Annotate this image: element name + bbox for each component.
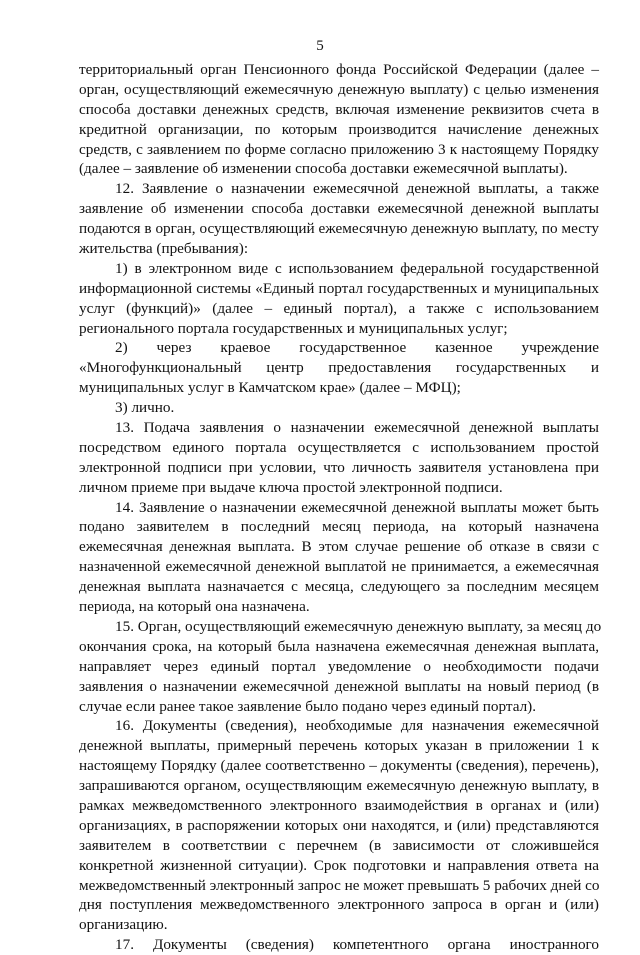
text-line: дня поступления межведомственного электронного запроса в орган и (или)	[79, 896, 599, 914]
text-line: 15. Орган, осуществляющий ежемесячную денежную выплату, за месяц до	[115, 617, 602, 635]
text-line: настоящему Порядку (далее соответственно – документы (сведения), перечень),	[79, 757, 599, 775]
text-line: случае если ранее такое заявление было подано через единый портал).	[79, 697, 536, 715]
text-line: рамках межведомственного электронного взаимодействия в органах и (или)	[79, 796, 599, 814]
text-line: посредством единого портала осуществляется с использованием простой	[79, 438, 599, 456]
text-line: 3) лично.	[115, 399, 175, 417]
text-line: подано заявителем в последний месяц периода, на который назначена	[79, 518, 599, 536]
text-line: 12. Заявление о назначении ежемесячной денежной выплаты, а также	[115, 180, 599, 198]
page-number: 5	[316, 38, 324, 54]
text-line: услуг (функций)» (далее – единый портал), а также с использованием	[79, 299, 599, 317]
text-line: периода, на который она назначена.	[79, 598, 310, 616]
text-line: «Многофункциональный центр предоставления государственных и	[79, 359, 599, 377]
text-line: информационной системы «Единый портал государственных и муниципальных	[79, 279, 599, 297]
text-line: муниципальных услуг в Камчатском крае» (далее – МФЦ);	[79, 379, 461, 397]
text-line: регионального портала государственных и муниципальных услуг;	[79, 319, 508, 337]
text-line: денежная выплата назначается с месяца, следующего за последним месяцем	[79, 578, 599, 596]
text-line: (далее – заявление об изменении способа доставки ежемесячной выплаты).	[79, 160, 568, 178]
text-line: 2) через краевое государственное казенное учреждение	[115, 339, 599, 357]
text-line: средств, с заявлением по форме согласно приложению 3 к настоящему Порядку	[79, 140, 599, 158]
text-line: 16. Документы (сведения), необходимые для назначения ежемесячной	[115, 717, 599, 735]
text-line: межведомственный электронный запрос не может превышать 5 рабочих дней со	[79, 876, 600, 894]
text-line: организациях, в распоряжении которых они находятся, и (или) представляются	[79, 816, 599, 834]
body-text	[79, 60, 602, 955]
text-line: окончания срока, на который была назначена ежемесячная денежная выплата,	[79, 637, 599, 655]
text-line: подаются в орган, осуществляющий ежемесячную денежную выплату, по месту	[79, 220, 599, 238]
text-line: 1) в электронном виде с использованием федеральной государственной	[115, 259, 599, 277]
text-line: жительства (пребывания):	[79, 240, 249, 258]
text-line: организацию.	[79, 916, 168, 934]
text-line: территориальный орган Пенсионного фонда Российской Федерации (далее –	[79, 61, 599, 78]
text-line: назначенной ежемесячной денежной выплатой не принимается, а ежемесячная	[79, 558, 599, 576]
text-line: заявление об изменении способа доставки ежемесячной денежной выплаты	[79, 200, 599, 218]
text-line: кредитной организации, по которым производится начисление денежных	[79, 120, 599, 138]
text-line: способа доставки денежных средств, включая изменение реквизитов счета в	[79, 100, 599, 118]
text-line: орган, осуществляющий ежемесячную денежную выплату) с целью изменения	[79, 80, 599, 98]
text-line: 14. Заявление о назначении ежемесячной денежной выплаты может быть	[115, 498, 599, 516]
text-line: направляет через единый портал уведомление о необходимости подачи	[79, 657, 599, 675]
text-line: электронной подписи при условии, что личность заявителя установлена при	[79, 458, 599, 476]
text-line: личном приеме при выдаче ключа простой электронной подписи.	[79, 478, 503, 496]
text-line: 17. Документы (сведения) компетентного органа иностранного	[115, 936, 599, 954]
text-line: денежной выплаты, примерный перечень которых указан в приложении 1 к	[79, 737, 599, 755]
text-line: заявителем в соответствии с перечнем (в зависимости от сложившейся	[79, 836, 599, 854]
text-line: 13. Подача заявления о назначении ежемесячной денежной выплаты	[115, 419, 599, 437]
text-line: заявления о назначении ежемесячной денежной выплаты на новый период (в	[79, 677, 599, 695]
text-line: конкретной жизненной ситуации). Срок подготовки и направления ответа на	[79, 856, 599, 874]
text-line: запрашиваются органом, осуществляющим ежемесячную денежную выплату, в	[79, 777, 599, 795]
text-line: ежемесячная денежная выплата. В этом случае решение об отказе в связи с	[79, 538, 599, 556]
